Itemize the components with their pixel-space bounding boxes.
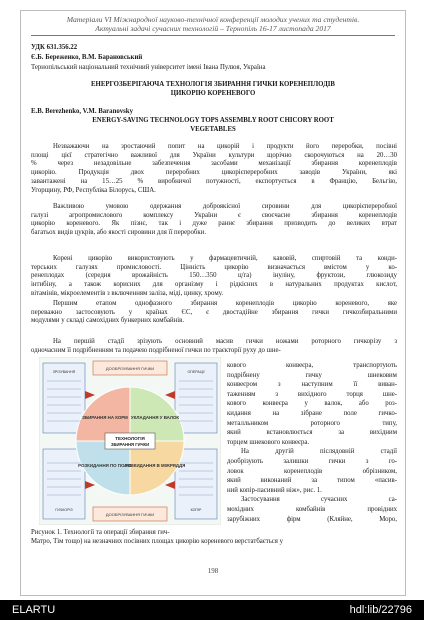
paragraph-4-line: модулями у складі самохідних бункерних комбайнів.: [31, 317, 185, 325]
paragraph-1-line: цикорію. Продукція двох переробних цикорієпереробних заводів України, які: [31, 169, 397, 177]
figure-technology-diagram: [39, 357, 221, 525]
figure-op-4: КОПІР: [190, 508, 202, 512]
right-column-line: торцем шнекового конвеєра.: [227, 438, 310, 446]
paragraph-3-line: інтибіну, а також корисних для організму і рідкісних в натуральних продуктах кислот,: [31, 281, 397, 289]
header-divider: [31, 35, 395, 36]
figure-center-label-2: ЗБИРАННЯ ГИЧКИ: [110, 442, 150, 447]
handle-link[interactable]: hdl:lib/22796: [349, 604, 412, 616]
right-column-line: На другій післядовній стадії: [241, 448, 397, 456]
right-column-line: металльником роторного типу,: [227, 419, 397, 427]
title-ua-line-1: ЕНЕРГОЗБЕРІГАЮЧА ТЕХНОЛОГІЯ ЗБИРАННЯ ГИЧКИ КОРЕНЕПЛОДІВ: [91, 81, 335, 88]
paragraph-3-line: Корені цикорію використовують у фармацевтичній, кавовій, спиртовій та конди-: [53, 255, 397, 262]
paragraph-3-line: ренеплодах (середня врожайність 150…350 ц/га) інуліну, фруктози, глюкозиду: [31, 272, 397, 280]
right-column-line: подрібнену гичку шнековим: [227, 371, 397, 379]
paragraph-3-line: вітамінів, мікроелементів з включенням заліза, міді, цинку, хрому.: [31, 289, 224, 297]
right-column-line: який встановлюється за вихідним: [227, 429, 397, 437]
paragraph-2-line: галузі агропромислового комплексу України є своєчасне збирання коренеплодів: [31, 211, 397, 219]
quadrant-row-spread: РОЗКИДАННЯ В МІЖРЯДДЯ: [124, 463, 186, 468]
udc-code: УДК 631.356.22: [31, 44, 78, 51]
paragraph-2-line: багатьох видів цукрів, або якості сировини для її переробки.: [31, 229, 207, 237]
header-line-2: Актуальні задачі сучасних технологій – Тернопіль 16-17 листопада 2017: [95, 24, 331, 33]
right-column-line: ловок коренеплодів обрізником,: [227, 467, 397, 475]
footer-bar: [0, 600, 424, 620]
repository-name: ELARTU: [12, 604, 56, 616]
page-number: 198: [207, 567, 219, 575]
paragraph-4-line: Першим етапом однофазного збирання коренеплодів цикорію кореневого, яке: [53, 300, 397, 307]
paragraph-1-line: Незважаючи на зростаючий попит на цикорій і продукти його переробки, посівні: [53, 143, 397, 150]
right-column-line: кового конвеєра, транспортують: [227, 362, 397, 369]
paragraph-2-line: Важливою умовою одержання доброякісної сировини для цикорієпереробної: [53, 203, 397, 210]
right-column-line: мохідних комбайнів провідних: [227, 506, 397, 513]
right-column-line: таженням з вихідного торця шне-: [227, 390, 397, 398]
title-ua-line-2: ЦИКОРІЮ КОРЕНЕВОГО: [170, 90, 256, 97]
paragraph-5-line: одночасним її подрібненням та подачею подрібненої гички по траєкторії руху до шне-: [31, 346, 281, 354]
right-column-line: кидання на зібране поле гичко-: [227, 410, 397, 417]
paragraph-1-line: завантажені на 15…25 % виробничої потужності, експортується в Францію, Бельгію,: [31, 177, 397, 185]
paragraph-2-line: цикорію кореневого. Як пізнє, так і дуже раннє збирання призводить до великих втрат: [31, 220, 397, 228]
conference-header: [21, 15, 405, 33]
paragraph-3-line: терських галузях промисловості. Цінність цикорію визначається вмістом у ко-: [31, 263, 397, 271]
figure-caption-line-1: Рисунок 1. Технології та операції збирання гич-: [31, 529, 170, 536]
header-line-1: Матеріали VI Міжнародної науково-технічної конференції молодих учених та студентів.: [66, 15, 360, 24]
authors-ua: Є.Б. Береженко, В.М. Барановський: [31, 54, 143, 61]
paragraph-1-line: Угорщину, РФ, Республіка Білорусь, США.: [31, 186, 156, 194]
title-en-line-1: ENERGY-SAVING TECHNOLOGY TOPS ASSEMBLY ROOT CHICORY ROOT: [92, 117, 334, 124]
figure-op-3: ГИЧКОРІЗ: [55, 508, 73, 512]
paragraph-1-line: площі цієї стратегічно важливої для України культури щорічно скорочуються на 20…30: [31, 151, 397, 159]
paragraph-4-line: переважно застосовують у країнах ЄС, є двостадійне збирання гички гичкозбиральними: [31, 308, 397, 316]
right-column-line: дообрізують залишки гички з го-: [227, 458, 397, 465]
figure-op-1: ЗРІЗУВАННЯ: [52, 370, 76, 374]
figure-bottom-label: ДООБРІЗУВАННЯ ГИЧКИ: [105, 512, 155, 517]
title-en-line-2: VEGETABLES: [190, 126, 236, 133]
right-column-line: кового конвеєра у валок, або роз-: [227, 400, 397, 408]
quadrant-feed: ЗБИРАННЯ НА КОРМ: [82, 415, 128, 420]
figure-center-label-1: ТЕХНОЛОГІЯ: [115, 436, 145, 441]
quadrant-windrow: УКЛАДАННЯ У ВАЛОК: [130, 415, 180, 420]
affiliation: Тернопільський національний технічний університет імені Івана Пулюя, Україна: [31, 64, 266, 71]
right-column-line: ний копір-пасивний ніж», рис. 1.: [227, 486, 322, 494]
quadrant-field-spread: РОЗКИДАННЯ ПО ПОЛЮ: [78, 463, 132, 468]
paper-page: [20, 10, 406, 596]
right-column-line: який виконаний за типом «пасив-: [227, 477, 397, 485]
paragraph-1-line: % через незадовільне забезпечення засобами механізації збирання коренеплодів: [31, 160, 397, 168]
figure-op-2: ОПЕРАЦІЇ: [187, 370, 205, 374]
figure-top-label: ДООБРІЗУВАННЯ ГИЧКИ: [105, 366, 155, 371]
paragraph-5-line: На першій стадії зрізують основний масив гички ножами роторного гичкорізу з: [53, 338, 397, 345]
right-column-line: Застосування сучасних са-: [241, 496, 397, 504]
figure-caption-line-2: Матро, Тім тощо) на незначних посівних площах цикорію кореневого верстатбається у: [31, 538, 284, 545]
authors-en: E.B. Berezhenko, V.M. Baranovsky: [31, 108, 133, 115]
right-column-line: зарубіжних фірм (Кляйне, Моро,: [227, 515, 397, 523]
right-column-line: конвеєром з наступним її виван-: [227, 381, 397, 389]
